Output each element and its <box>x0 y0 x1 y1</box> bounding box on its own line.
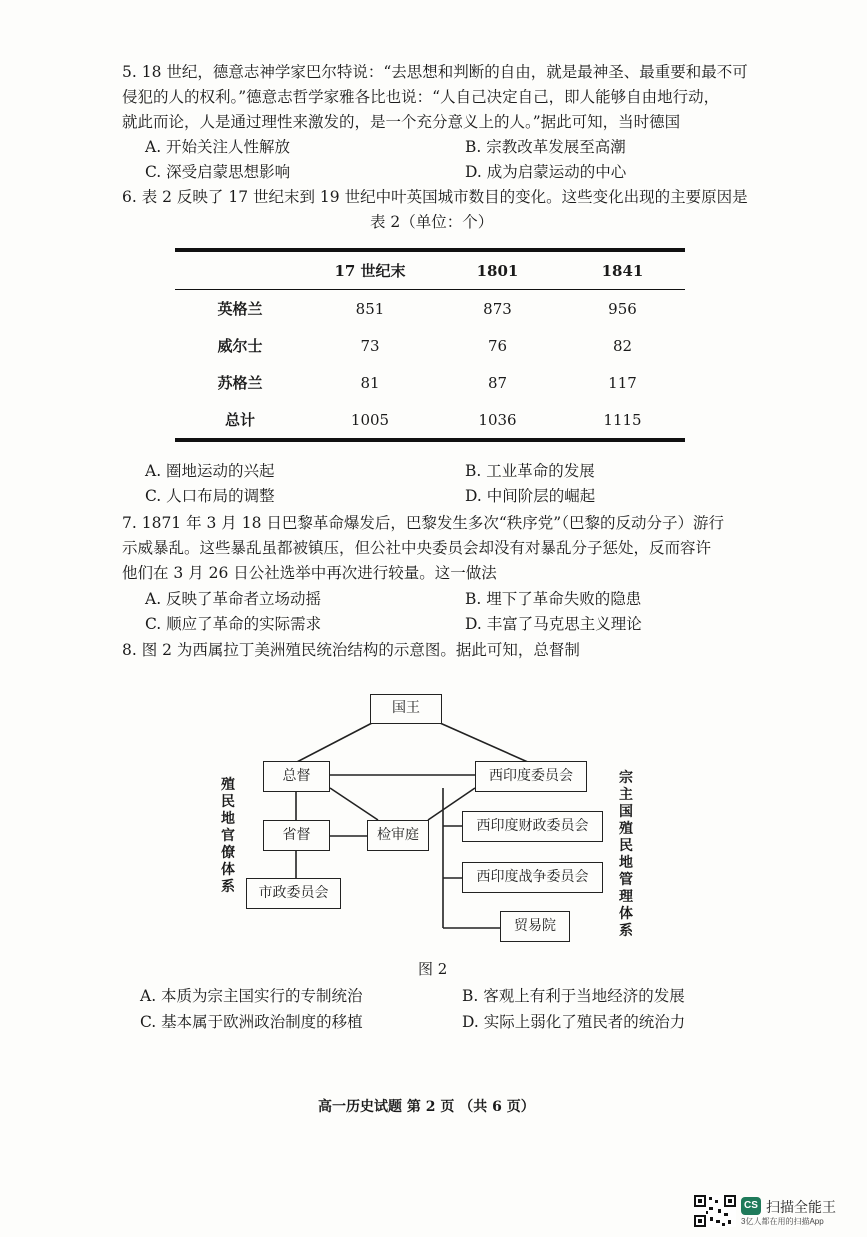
q6-line-1: 6. 表 2 反映了 17 世纪末到 19 世纪中叶英国城市数目的变化。这些变化出现的主要原因是 <box>122 188 748 206</box>
node-king: 国王 <box>370 694 442 724</box>
node-municipal-council: 市政委员会 <box>246 878 341 909</box>
q5-line-3: 就此而论，人是通过理性来激发的，是一个充分意义上的人。”据此可知，当时德国 <box>122 113 681 131</box>
q7-option-c[interactable]: C. 顺应了革命的实际需求 <box>145 615 322 633</box>
qr-code-icon <box>694 1195 736 1237</box>
table-cell: 956 <box>608 299 637 318</box>
connector-line <box>295 723 372 763</box>
q7-line-3: 他们在 3 月 26 日公社选举中再次进行较量。这一做法 <box>122 564 497 582</box>
table-cell: 82 <box>612 336 633 355</box>
scanner-logo-icon: CS <box>741 1197 761 1215</box>
q5-line-2: 侵犯的人的权利。”德意志哲学家雅各比也说：“人自己决定自己，即人能够自由地行动， <box>122 88 720 106</box>
table-cell: 总计 <box>224 411 255 429</box>
table-cell: 1115 <box>603 410 642 429</box>
q5-option-d[interactable]: D. 成为启蒙运动的中心 <box>465 163 627 181</box>
table-cell: 苏格兰 <box>217 374 263 392</box>
q6-option-d[interactable]: D. 中间阶层的崛起 <box>465 487 596 505</box>
node-council-of-indies: 西印度委员会 <box>475 761 587 792</box>
scanner-app-tagline: 3亿人都在用的扫描App <box>741 1217 824 1226</box>
q5-option-a[interactable]: A. 开始关注人性解放 <box>145 138 291 156</box>
q8-option-c[interactable]: C. 基本属于欧洲政治制度的移植 <box>140 1013 363 1031</box>
q6-option-a[interactable]: A. 圈地运动的兴起 <box>145 462 275 480</box>
table-cell: 1005 <box>350 410 390 429</box>
q6-option-c[interactable]: C. 人口布局的调整 <box>145 487 275 505</box>
table-header-cell: 1801 <box>476 261 519 280</box>
label-metropole-administration-text: 宗 主 国 殖 民 地 管 理 体 系 <box>619 770 633 939</box>
q8-option-d[interactable]: D. 实际上弱化了殖民者的统治力 <box>462 1013 686 1031</box>
q7-option-d[interactable]: D. 丰富了马克思主义理论 <box>465 615 642 633</box>
table-header-cell: 1841 <box>601 261 644 280</box>
q8-option-b[interactable]: B. 客观上有利于当地经济的发展 <box>462 987 685 1005</box>
q5-line-1: 5. 18 世纪，德意志神学家巴尔特说：“去思想和判断的自由，就是最神圣、最重要和最不可 <box>122 63 748 81</box>
connector-line <box>330 788 378 820</box>
q7-option-b[interactable]: B. 埋下了革命失败的隐患 <box>465 590 642 608</box>
table-cell: 873 <box>483 299 512 318</box>
figure-caption: 图 2 <box>418 960 448 978</box>
table-header-cell: 17 世纪末 <box>334 262 406 280</box>
table-cell: 威尔士 <box>217 337 263 355</box>
q7-option-a[interactable]: A. 反映了革命者立场动摇 <box>145 590 322 608</box>
table-cell: 76 <box>487 336 508 355</box>
table-cell: 87 <box>487 373 508 392</box>
node-house-of-trade: 贸易院 <box>500 911 570 942</box>
node-audiencia: 检审庭 <box>367 820 429 851</box>
table-cell: 117 <box>608 373 637 392</box>
page-footer: 高一历史试题 第 2 页 （共 6 页） <box>318 1099 535 1115</box>
node-finance-council: 西印度财政委员会 <box>462 811 603 842</box>
node-viceroy: 总督 <box>263 761 330 792</box>
table-cell: 英格兰 <box>217 300 263 318</box>
label-colonial-bureaucracy <box>220 777 236 896</box>
q7-line-1: 7. 1871 年 3 月 18 日巴黎革命爆发后，巴黎发生多次“秩序党”（巴黎的反动分子）游行 <box>122 514 724 532</box>
q5-option-b[interactable]: B. 宗教改革发展至高潮 <box>465 138 626 156</box>
label-colonial-bureaucracy-text: 殖 民 地 官 僚 体 系 <box>221 777 235 895</box>
q8-line-1: 8. 图 2 为西属拉丁美洲殖民统治结构的示意图。据此可知，总督制 <box>122 641 580 659</box>
scanner-app-name: 扫描全能王 <box>766 1199 836 1215</box>
node-governor: 省督 <box>263 820 330 851</box>
table-cell: 1036 <box>478 410 517 429</box>
table-caption: 表 2（单位：个） <box>370 213 494 231</box>
q7-line-2: 示威暴乱。这些暴乱虽都被镇压，但公社中央委员会却没有对暴乱分子惩处，反而容许 <box>122 539 712 557</box>
q8-option-a[interactable]: A. 本质为宗主国实行的专制统治 <box>140 987 363 1005</box>
q6-option-b[interactable]: B. 工业革命的发展 <box>465 462 595 480</box>
table-cell: 851 <box>355 299 385 318</box>
label-metropole-administration <box>618 770 634 940</box>
table-cell: 73 <box>360 336 380 355</box>
connector-line <box>440 723 530 763</box>
table-cell: 81 <box>360 373 380 392</box>
q5-option-c[interactable]: C. 深受启蒙思想影响 <box>145 163 291 181</box>
node-war-council: 西印度战争委员会 <box>462 862 603 893</box>
